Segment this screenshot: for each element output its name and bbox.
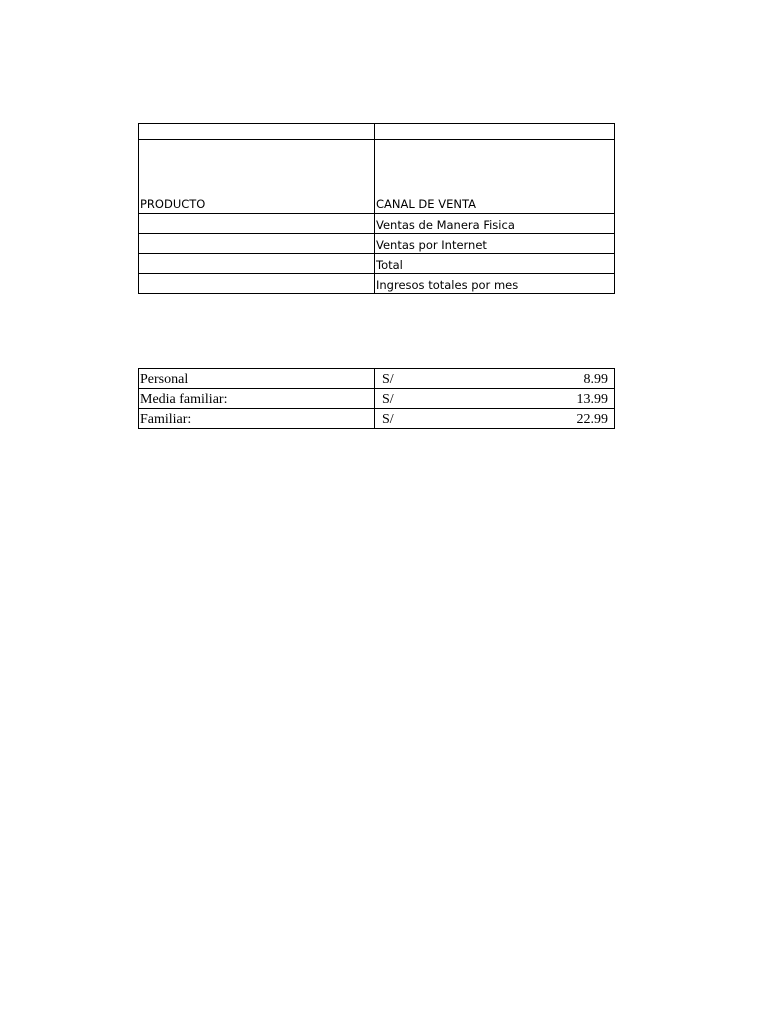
- channel-header-cell[interactable]: [375, 140, 615, 214]
- product-header: PRODUCTO: [140, 197, 206, 211]
- channel-header: CANAL DE VENTA: [376, 197, 476, 211]
- table-cell[interactable]: [375, 124, 615, 140]
- table-row: [139, 234, 615, 254]
- price-value: 22.99: [576, 412, 608, 427]
- price-value: 13.99: [576, 392, 608, 407]
- plan-price-cell[interactable]: [375, 369, 615, 389]
- table-cell[interactable]: [139, 274, 375, 294]
- table-row: [139, 254, 615, 274]
- plan-price-cell[interactable]: [375, 389, 615, 409]
- table-cell[interactable]: Ventas por Internet: [375, 234, 615, 254]
- product-header-cell[interactable]: [139, 140, 375, 214]
- table-row: [139, 214, 615, 234]
- table-row: [139, 274, 615, 294]
- currency-symbol: S/: [382, 372, 394, 387]
- table-cell[interactable]: [139, 234, 375, 254]
- table-cell[interactable]: [139, 124, 375, 140]
- table-cell[interactable]: [139, 214, 375, 234]
- table-row: [139, 409, 615, 429]
- plan-price-table: [138, 368, 615, 429]
- currency-symbol: S/: [382, 392, 394, 407]
- plan-name-cell[interactable]: Media familiar:: [139, 389, 375, 409]
- price-value: 8.99: [583, 372, 608, 387]
- table-row: [139, 389, 615, 409]
- table-cell[interactable]: Ventas de Manera Fisica: [375, 214, 615, 234]
- sales-channel-table: [138, 123, 615, 294]
- table-row: [139, 369, 615, 389]
- table-cell[interactable]: Total: [375, 254, 615, 274]
- table-row: [139, 124, 615, 140]
- plan-price-cell[interactable]: [375, 409, 615, 429]
- plan-name-cell[interactable]: Personal: [139, 369, 375, 389]
- currency-symbol: S/: [382, 412, 394, 427]
- plan-name-cell[interactable]: Familiar:: [139, 409, 375, 429]
- table-cell[interactable]: Ingresos totales por mes: [375, 274, 615, 294]
- table-header-row: [139, 140, 615, 214]
- table-cell[interactable]: [139, 254, 375, 274]
